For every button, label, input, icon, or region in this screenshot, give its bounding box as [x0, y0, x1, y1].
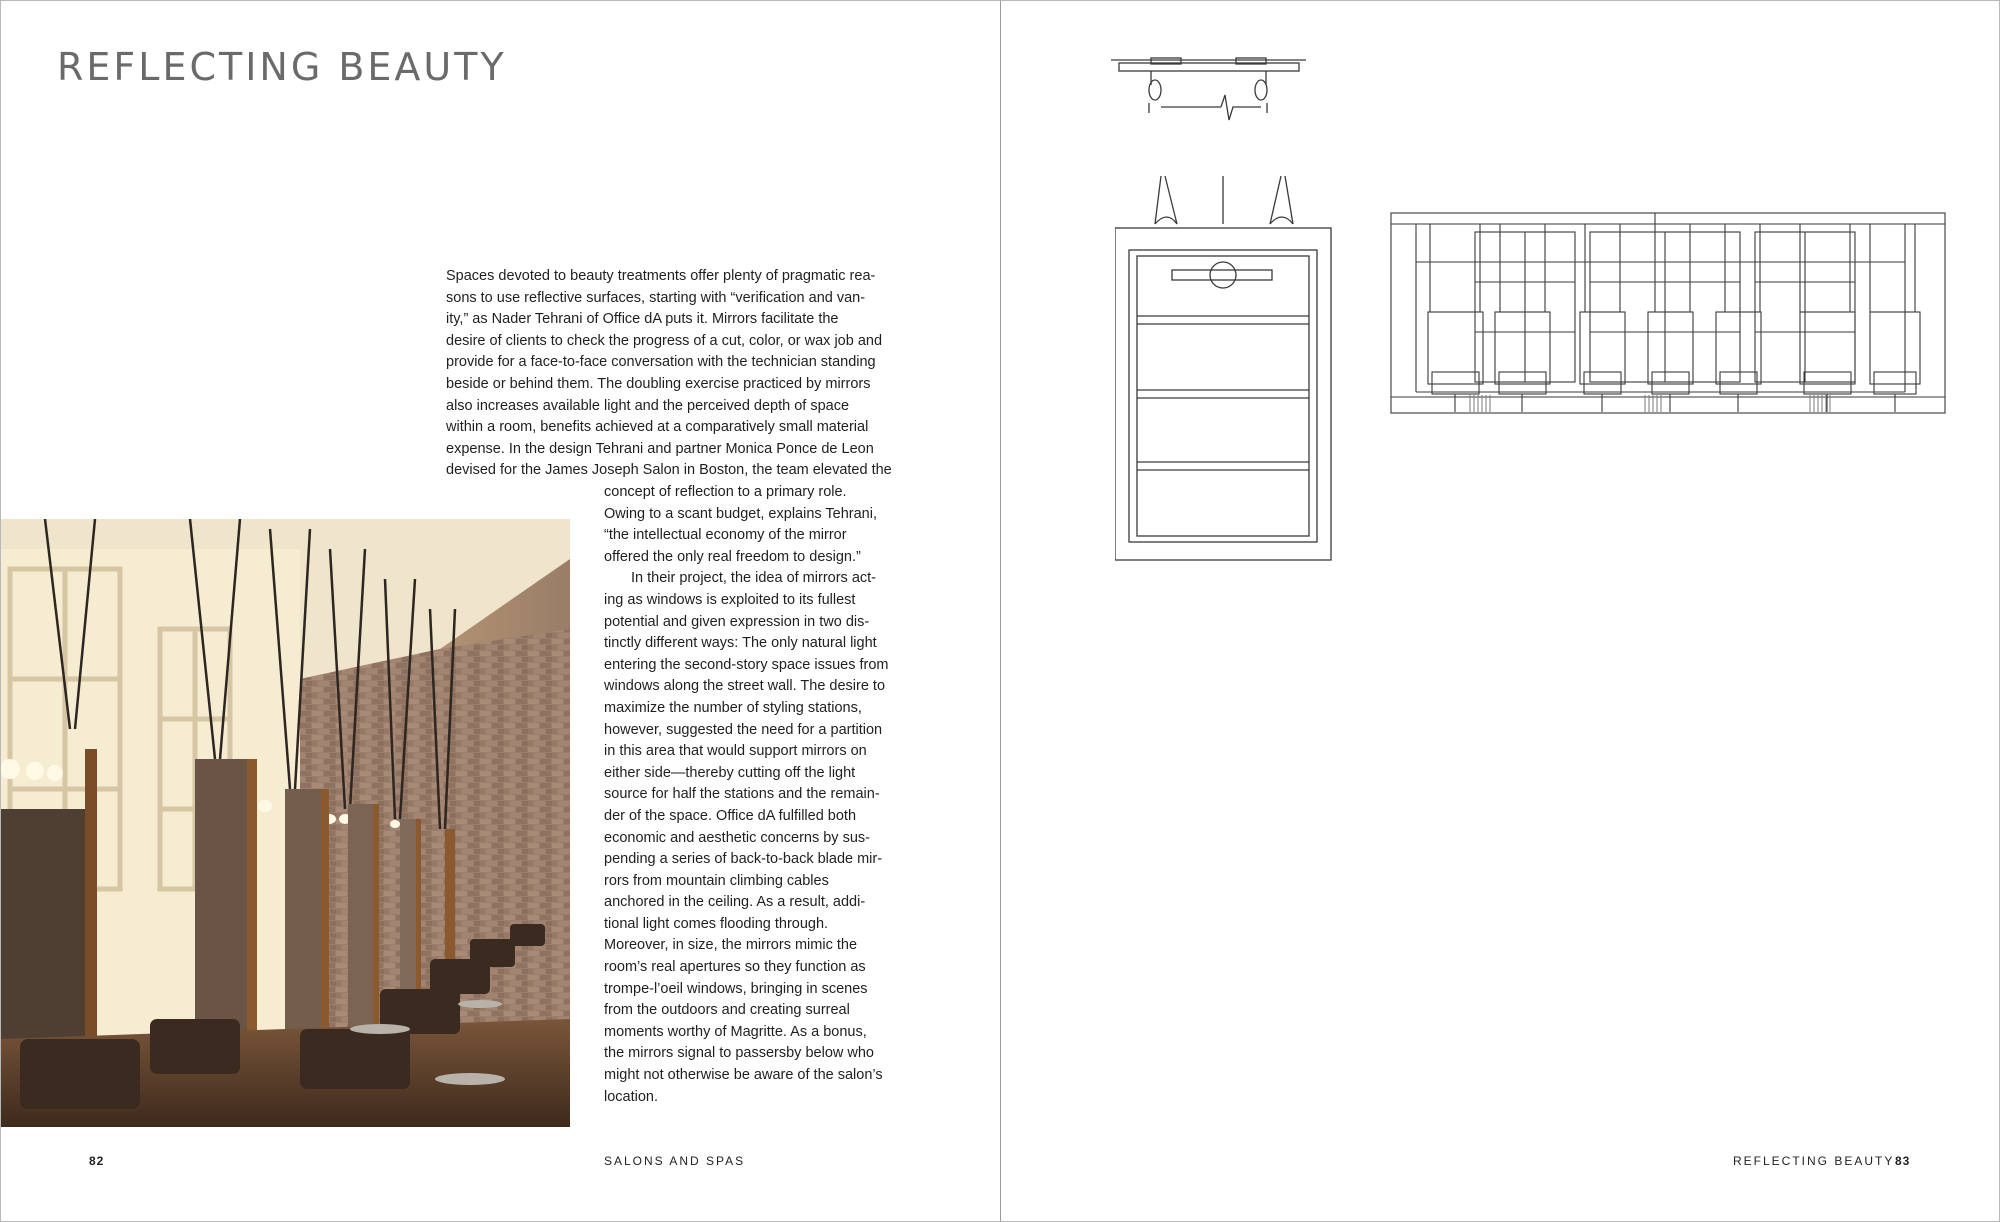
text-line: In their project, the idea of mirrors act- — [631, 570, 876, 587]
text-line: either side—thereby cutting off the light — [604, 764, 856, 781]
text-line: Spaces devoted to beauty treatments offer plenty of pragmatic rea- — [446, 268, 876, 284]
text-line: room’s real apertures so they function as — [604, 959, 866, 976]
page-number: 82 — [89, 1154, 105, 1168]
text-line: expense. In the design Tehrani and partner Monica Ponce de Leon — [446, 440, 874, 457]
text-line: anchored in the ceiling. As a result, addi- — [604, 894, 866, 911]
text-line: source for half the stations and the remain- — [604, 786, 880, 803]
text-line: provide for a face-to-face conversation with the technician standing — [446, 354, 876, 371]
text-line: “the intellectual economy of the mirror — [604, 527, 847, 544]
running-head: SALONS AND SPAS — [604, 1154, 746, 1168]
text-line: location. — [604, 1088, 659, 1105]
text-line: pending a series of back-to-back blade mir- — [604, 851, 883, 868]
text-line: der of the space. Office dA fulfilled both — [604, 807, 857, 824]
text-line: Owing to a scant budget, explains Tehrani, — [604, 505, 877, 522]
text-line: however, suggested the need for a partition — [604, 721, 883, 738]
text-line: within a room, benefits achieved at a comparatively small material — [446, 419, 869, 436]
text-line: ity,” as Nader Tehrani of Office dA puts it. Mirrors facilitate the — [446, 311, 839, 328]
page-number: 83 — [1895, 1154, 1911, 1168]
text-line: entering the second-story space issues from — [604, 656, 889, 673]
text-line: desire of clients to check the progress of a cut, color, or wax job and — [446, 332, 883, 349]
text-line: sons to use reflective surfaces, starting with “verification and van- — [446, 289, 866, 306]
text-line: Moreover, in size, the mirrors mimic the — [604, 937, 858, 954]
text-line: moments worthy of Magritte. As a bonus, — [604, 1023, 867, 1040]
text-line: windows along the street wall. The desire to — [604, 678, 886, 695]
text-line: beside or behind them. The doubling exercise practiced by mirrors — [446, 375, 871, 392]
page-title: REFLECTING BEAUTY — [57, 45, 507, 89]
text-line: devised for the James Joseph Salon in Boston, the team elevated the — [446, 462, 892, 479]
body-text-column-wide — [446, 266, 892, 482]
text-line: concept of reflection to a primary role. — [604, 484, 847, 500]
text-line: ing as windows is exploited to its fullest — [604, 591, 856, 608]
text-line: potential and given expression in two dis- — [604, 613, 870, 630]
text-line: tinctly different ways: The only natural light — [604, 635, 877, 652]
text-line: rors from mountain climbing cables — [604, 872, 829, 889]
text-line: maximize the number of styling stations, — [604, 699, 862, 716]
text-line: offered the only real freedom to design.” — [604, 548, 861, 565]
text-line: in this area that would support mirrors on — [604, 743, 867, 760]
running-head: REFLECTING BEAUTY — [1733, 1154, 1895, 1168]
text-line: might not otherwise be aware of the salon’s — [604, 1067, 883, 1084]
text-line: also increases available light and the perceived depth of space — [446, 397, 850, 414]
right-page — [1001, 0, 2000, 1222]
plan-detail-drawing — [1111, 55, 1306, 125]
text-line: the mirrors signal to passersby below who — [604, 1045, 874, 1062]
body-text-column-narrow — [604, 482, 894, 1108]
text-line: trompe-l’oeil windows, bringing in scenes — [604, 980, 868, 997]
salon-interior-photo — [0, 519, 570, 1127]
salon-elevation-drawing — [1390, 212, 1947, 415]
text-line: economic and aesthetic concerns by sus- — [604, 829, 870, 846]
mirror-elevation-drawing — [1115, 176, 1332, 561]
text-line: from the outdoors and creating surreal — [604, 1002, 850, 1019]
text-line: tional light comes flooding through. — [604, 915, 829, 932]
salon-interior-illustration — [0, 519, 570, 1127]
